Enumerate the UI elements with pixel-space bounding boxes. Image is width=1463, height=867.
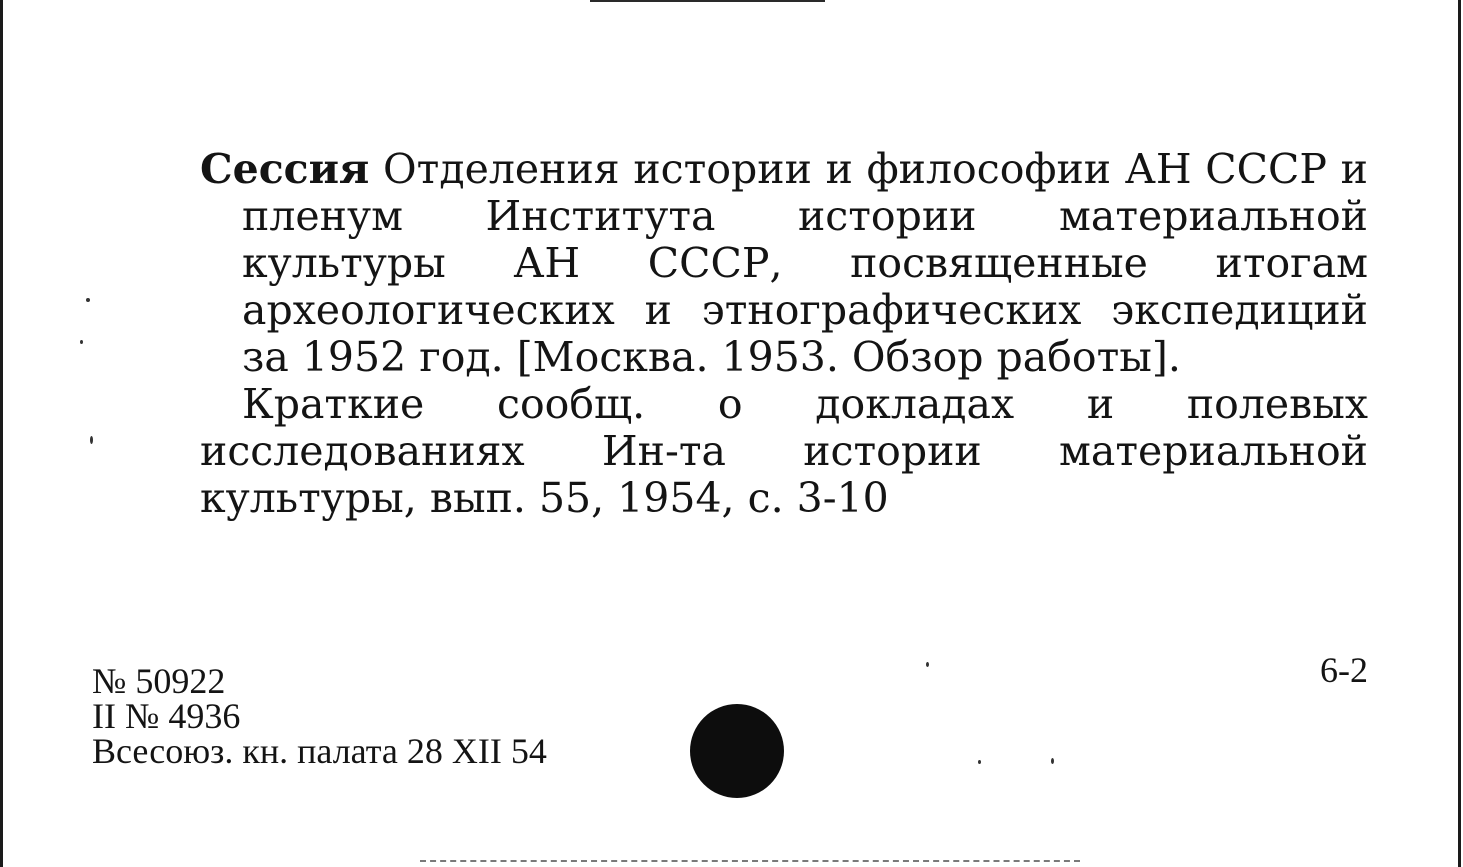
speck xyxy=(1051,758,1054,764)
punch-hole xyxy=(690,704,784,798)
card-meta xyxy=(92,661,547,771)
speck xyxy=(80,340,83,344)
speck xyxy=(90,436,93,444)
entry-heading-text: Отделения истории и философии АН СССР и пленум Института истории материальной культуры АН СССР, посвященные итогам археологических и этнографических экспедиций за 1952 год. [Москва. 1953. Обзор работы]. xyxy=(242,145,1368,381)
entry-heading-word: Сессия xyxy=(200,145,370,193)
entry-source: Краткие сообщ. о докладах и полевых исследованиях Ин-та истории материальной культуры, вып. 55, 1954, с. 3-10 xyxy=(200,380,1368,522)
speck xyxy=(86,298,90,302)
speck xyxy=(978,760,981,764)
card-left-edge xyxy=(0,0,3,867)
bibliographic-entry xyxy=(200,146,1368,522)
book-chamber-stamp: Всесоюз. кн. палата 28 XII 54 xyxy=(92,731,547,771)
secondary-record-number: II № 4936 xyxy=(92,696,241,736)
card-number: 6-2 xyxy=(1320,650,1368,690)
card-right-edge xyxy=(1458,0,1461,867)
record-number: № 50922 xyxy=(92,661,226,701)
card-bottom-edge xyxy=(420,860,1080,864)
entry-heading xyxy=(200,146,1368,381)
speck xyxy=(926,662,929,667)
card-top-edge xyxy=(590,0,825,2)
